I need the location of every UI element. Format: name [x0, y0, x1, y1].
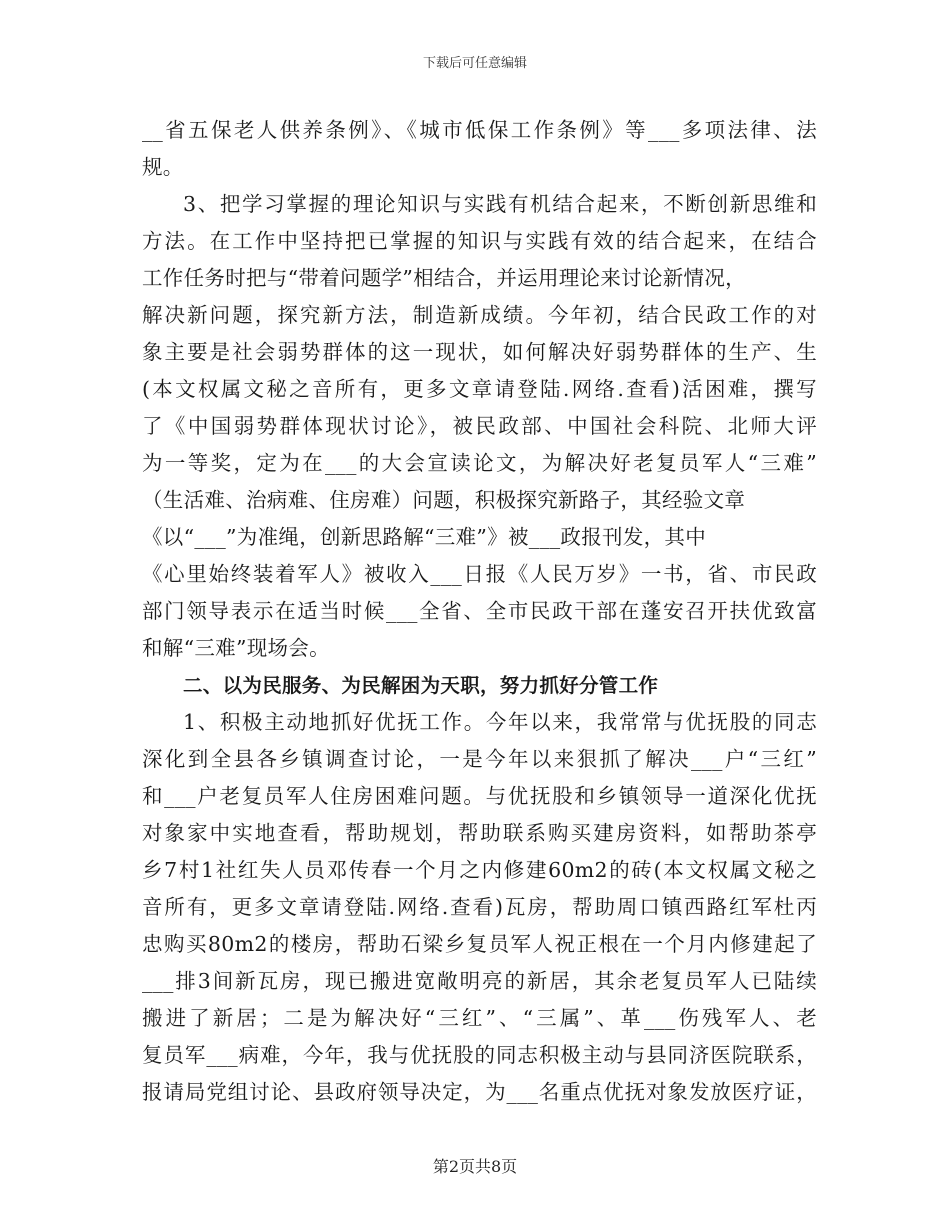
text-line: 工作任务时把与“带着问题学”相结合，并运用理论来讨论新情况，: [142, 266, 746, 290]
text-line: 部门领导表示在适当时候___全省、全市民政干部在蓬安召开扶优致富: [142, 599, 817, 623]
document-body: [142, 112, 817, 1111]
text-line: 和解“三难”现场会。: [142, 636, 330, 660]
text-line: __省五保老人供养条例》、《城市低保工作条例》等___多项法律、法: [142, 118, 817, 142]
text-line: ___排3间新瓦房，现已搬进宽敞明亮的新居，其余老复员军人已陆续: [142, 969, 817, 993]
text-line: (本文权属文秘之音所有，更多文章请登陆.网络.查看)活困难，撰写: [142, 377, 817, 401]
section-heading: 二、以为民服务、为民解困为天职，努力抓好分管工作: [183, 674, 659, 697]
text-line: 方法。在工作中坚持把已掌握的知识与实践有效的结合起来，在结合: [142, 229, 817, 253]
text-line: 1、积极主动地抓好优抚工作。今年以来，我常常与优抚股的同志: [183, 710, 817, 734]
page-footer: 第2页共8页: [432, 1157, 518, 1176]
text-line: （生活难、治病难、住房难）问题，积极探究新路子，其经验文章: [142, 488, 746, 512]
text-line: 乡7村1社红失人员邓传春一个月之内修建60m2的砖(本文权属文秘之: [142, 858, 817, 882]
text-line: 报请局党组讨论、县政府领导决定，为___名重点优抚对象发放医疗证，: [142, 1080, 817, 1104]
text-line: 3、把学习掌握的理论知识与实践有机结合起来，不断创新思维和: [183, 192, 817, 216]
text-line: 规。: [142, 155, 184, 179]
text-line: 解决新问题，探究新方法，制造新成绩。今年初，结合民政工作的对: [142, 303, 817, 327]
text-line: 为一等奖，定为在___的大会宣读论文，为解决好老复员军人“三难”: [142, 451, 817, 475]
text-line: 搬进了新居；二是为解决好“三红”、“三属”、革___伤残军人、老: [142, 1006, 817, 1030]
text-line: 对象家中实地查看，帮助规划，帮助联系购买建房资料，如帮助茶亭: [142, 821, 817, 845]
text-line: 深化到全县各乡镇调查讨论，一是今年以来狠抓了解决___户“三红”: [142, 747, 817, 771]
text-line: 音所有，更多文章请登陆.网络.查看)瓦房，帮助周口镇西路红军杜丙: [142, 895, 817, 919]
text-line: 《心里始终装着军人》被收入___日报《人民万岁》一书，省、市民政: [142, 562, 817, 586]
text-line: 《以“___”为准绳，创新思路解“三难”》被___政报刊发，其中: [142, 525, 707, 549]
text-line: 和___户老复员军人住房困难问题。与优抚股和乡镇领导一道深化优抚: [142, 784, 817, 808]
text-line: 了《中国弱势群体现状讨论》，被民政部、中国社会科院、北师大评: [142, 414, 817, 438]
text-line: 忠购买80m2的楼房，帮助石梁乡复员军人祝正根在一个月内修建起了: [142, 932, 817, 956]
text-line: 复员军___病难，今年，我与优抚股的同志积极主动与县同济医院联系，: [142, 1043, 817, 1067]
page-header: 下载后可任意编辑: [422, 56, 527, 71]
text-line: 象主要是社会弱势群体的这一现状，如何解决好弱势群体的生产、生: [142, 340, 817, 364]
